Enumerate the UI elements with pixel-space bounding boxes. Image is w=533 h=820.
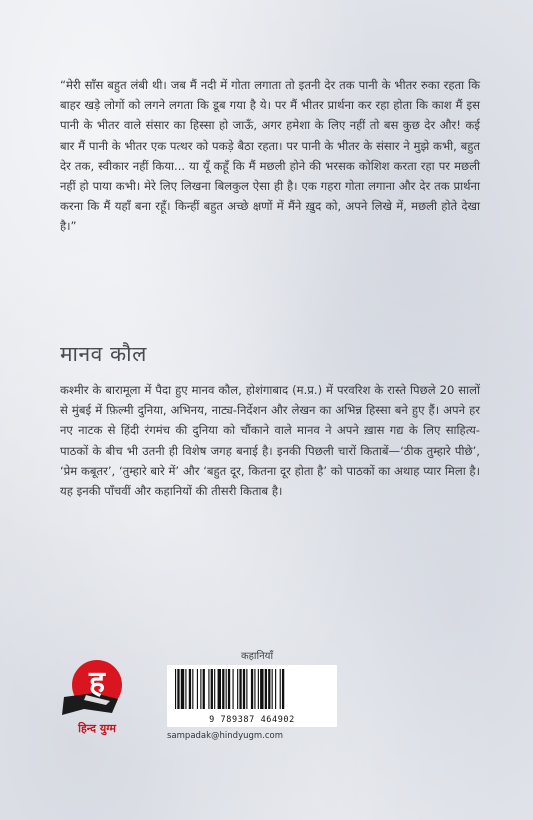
author-bio: कश्मीर के बारामूला में पैदा हुए मानव कौल, होशंगाबाद (म.प्र.) में परवरिश के रास्ते पिछले 20 सालों से मुंबई में फ़िल्मी दुनिया, अभिनय, नाट्य-निर्देशन और लेखन का अभिन्न हिस्सा बने हुए हैं। अपने हर नए नाटक से हिंदी रंगमंच की दुनिया को चौंकाने वाले मानव ने अपने ख़ास गद्य के लिए साहित्य-पाठकों के बीच भी उतनी ही विशेष जगह बनाई है। इनकी पिछली चारों किताबें—‘ठीक तुम्हारे पीछे’, ‘प्रेम कबूतर’, ‘तुम्हारे बारे में’ और ‘बहुत दूर, कितना दूर होता है’ को पाठकों का अथाह प्यार मिला है। यह इनकी पाँचवीं और कहानियों की तीसरी किताब है। — [60, 383, 480, 499]
hind-yugm-logo-icon — [58, 655, 136, 721]
publisher-email: sampadak@hindyugm.com — [167, 731, 284, 741]
author-name: मानव कौल — [60, 342, 147, 366]
quote-text: “मेरी साँस बहुत लंबी थी। जब मैं नदी में गोता लगाता तो इतनी देर तक पानी के भीतर रुका रहता कि बाहर खड़े लोगों को लगने लगता कि डूब गया है ये। पर मैं भीतर प्रार्थना कर रहा होता कि काश मैं इस पानी के भीतर वाले संसार का हिस्सा हो जाऊँ, अगर हमेशा के लिए नहीं तो बस कुछ देर और! कई बार मैं पानी के भीतर एक पत्थर को पकड़े बैठा रहता। पर पानी के भीतर के संसार ने मुझे कभी, बहुत देर तक, स्वीकार नहीं किया... या यूँ कहूँ कि मैं मछली होने की भरसक कोशिश करता रहा पर मछली नहीं हो पाया कभी। मेरे लिए लिखना बिलकुल ऐसा ही है। एक गहरा गोता लगाना और देर तक प्रार्थना करना कि मैं यहाँ बना रहूँ। किन्हीं बहुत अच्छे क्षणों में मैंने ख़ुद को, अपने लिखे में, मछली होते देखा है।” — [60, 78, 480, 234]
isbn-barcode — [167, 665, 337, 727]
publisher-logo — [58, 655, 136, 741]
isbn-number: 9 789387 464902 — [209, 715, 295, 725]
publisher-name: हिन्द युग्म — [78, 722, 116, 735]
logo-letter: ह — [89, 665, 105, 700]
genre-label: कहानियाँ — [240, 651, 274, 662]
barcode-icon — [167, 665, 337, 713]
